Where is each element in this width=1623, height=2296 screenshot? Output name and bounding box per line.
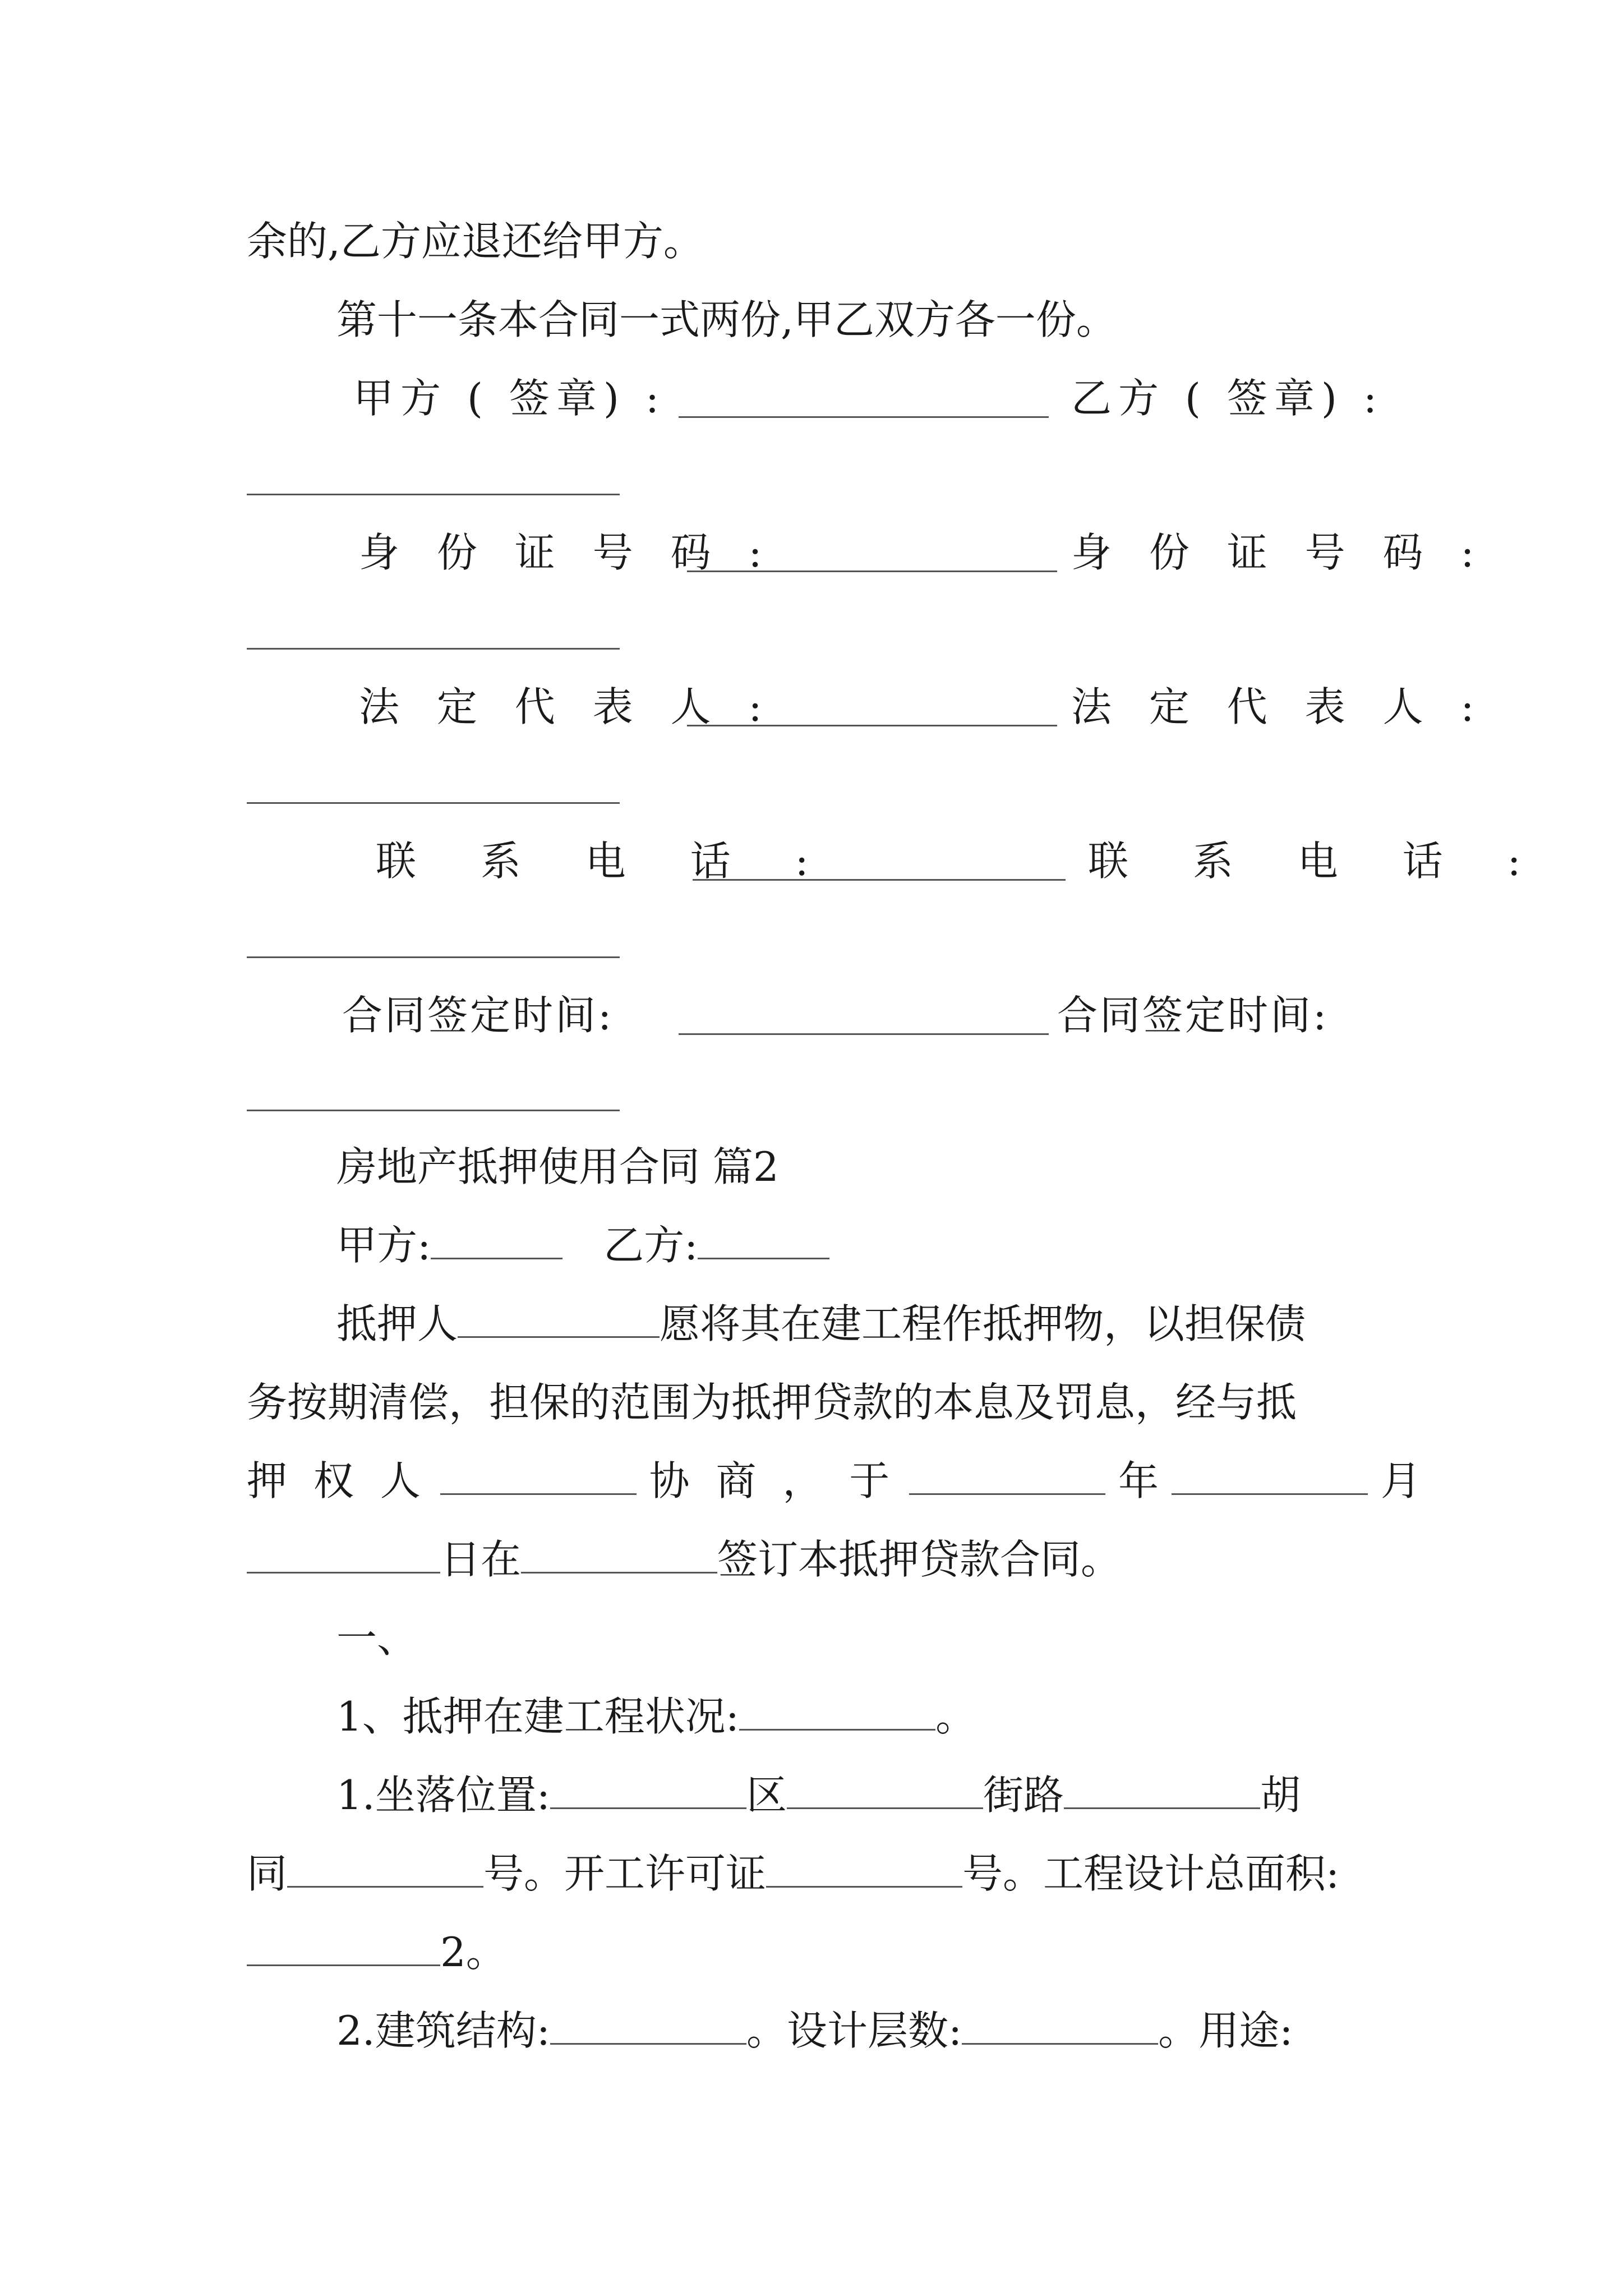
item-line: [247, 1924, 506, 1980]
parties-line: [336, 1217, 829, 1273]
party-a-phone-label: 联 系 电 话 :: [376, 838, 834, 885]
text-span: 胡: [1260, 1772, 1301, 1819]
text-span: 协 商 ， 于: [649, 1457, 897, 1504]
text-span: 区: [746, 1772, 787, 1819]
section-heading: 房地产抵押使用合同 篇2: [336, 1143, 779, 1190]
party-a-id-line[interactable]: [687, 570, 1057, 572]
text-span: 。用途:: [1158, 2007, 1293, 2054]
party-a-rep-line[interactable]: [687, 725, 1057, 726]
party-a-rep-label: 法 定 代 表 人 :: [359, 683, 774, 730]
party-a-date-label: 合同签定时间:: [342, 992, 614, 1039]
party-a-blank[interactable]: [431, 1223, 562, 1259]
month-blank[interactable]: [1172, 1458, 1368, 1495]
paragraph-line: [336, 1296, 1306, 1352]
structure-blank[interactable]: [550, 2008, 746, 2045]
text-span: 年: [1118, 1457, 1159, 1504]
text-span: 号。开工许可证: [483, 1850, 767, 1897]
text-line: 余的,乙方应退还给甲方。: [247, 218, 704, 265]
party-a-id-label: 身 份 证 号 码 :: [359, 529, 774, 576]
party-b-rep-label: 法 定 代 表 人 :: [1071, 683, 1487, 730]
party-b-phone-line[interactable]: [247, 956, 620, 958]
paragraph-line: 务按期清偿，担保的范围为抵押贷款的本息及罚息，经与抵: [247, 1379, 1297, 1426]
district-blank[interactable]: [550, 1773, 746, 1809]
party-b-blank[interactable]: [698, 1223, 829, 1259]
paragraph-line: [247, 1453, 1421, 1509]
party-b-date-label: 合同签定时间:: [1057, 992, 1329, 1039]
text-span: 愿将其在建工程作抵押物，以担保债: [660, 1300, 1306, 1347]
party-b-date-line[interactable]: [247, 1110, 620, 1111]
alley-blank[interactable]: [1064, 1773, 1260, 1809]
party-b-signature-line[interactable]: [247, 494, 620, 495]
party-b-label: 乙方:: [603, 1222, 698, 1269]
text-span: 2.建筑结构:: [336, 2007, 550, 2054]
text-line: 第十一条本合同一式两份,甲乙双方各一份。: [336, 296, 1117, 343]
number-blank[interactable]: [287, 1851, 483, 1888]
text-span: 1.坐落位置:: [336, 1772, 550, 1819]
party-a-signature-line[interactable]: [679, 416, 1049, 418]
project-status-blank[interactable]: [739, 1694, 935, 1731]
item-line: [336, 1688, 976, 1745]
party-b-signature-label: 乙方 ( 签章) :: [1071, 375, 1384, 422]
item-line: [247, 1846, 1339, 1902]
item-line: [336, 1767, 1301, 1823]
text-span: 抵押人: [336, 1300, 458, 1347]
mortgagee-blank[interactable]: [440, 1458, 637, 1495]
text-span: 月: [1380, 1457, 1421, 1504]
item-line: [336, 2003, 1293, 2059]
floors-blank[interactable]: [962, 2008, 1158, 2045]
section-number: 一、: [336, 1614, 418, 1662]
party-b-id-label: 身 份 证 号 码 :: [1071, 529, 1487, 576]
party-a-phone-line[interactable]: [693, 879, 1066, 881]
text-span: 2。: [440, 1929, 506, 1976]
text-span: 号。工程设计总面积:: [962, 1850, 1340, 1897]
party-a-signature-label: 甲方 ( 签章) :: [353, 375, 666, 422]
area-blank[interactable]: [247, 1930, 440, 1966]
party-b-rep-line[interactable]: [247, 802, 620, 804]
mortgagor-blank[interactable]: [458, 1301, 660, 1338]
party-b-phone-label: 联 系 电 话 :: [1088, 838, 1547, 885]
text-span: 押 权 人: [247, 1457, 427, 1504]
permit-blank[interactable]: [766, 1851, 962, 1888]
text-span: 。: [935, 1693, 976, 1740]
party-b-id-line[interactable]: [247, 648, 620, 650]
day-blank[interactable]: [247, 1537, 440, 1573]
party-a-date-line[interactable]: [679, 1033, 1049, 1035]
text-span: 签订本抵押贷款合同。: [717, 1536, 1122, 1583]
year-blank[interactable]: [909, 1458, 1105, 1495]
text-span: 。设计层数:: [746, 2007, 962, 2054]
text-span: 日在: [440, 1536, 522, 1583]
text-span: 街路: [983, 1772, 1064, 1819]
text-span: 同: [247, 1850, 288, 1897]
street-blank[interactable]: [787, 1773, 983, 1809]
paragraph-line: [247, 1531, 1121, 1588]
place-blank[interactable]: [521, 1537, 717, 1573]
party-a-label: 甲方:: [336, 1222, 431, 1269]
text-span: 1、抵押在建工程状况:: [336, 1693, 740, 1740]
